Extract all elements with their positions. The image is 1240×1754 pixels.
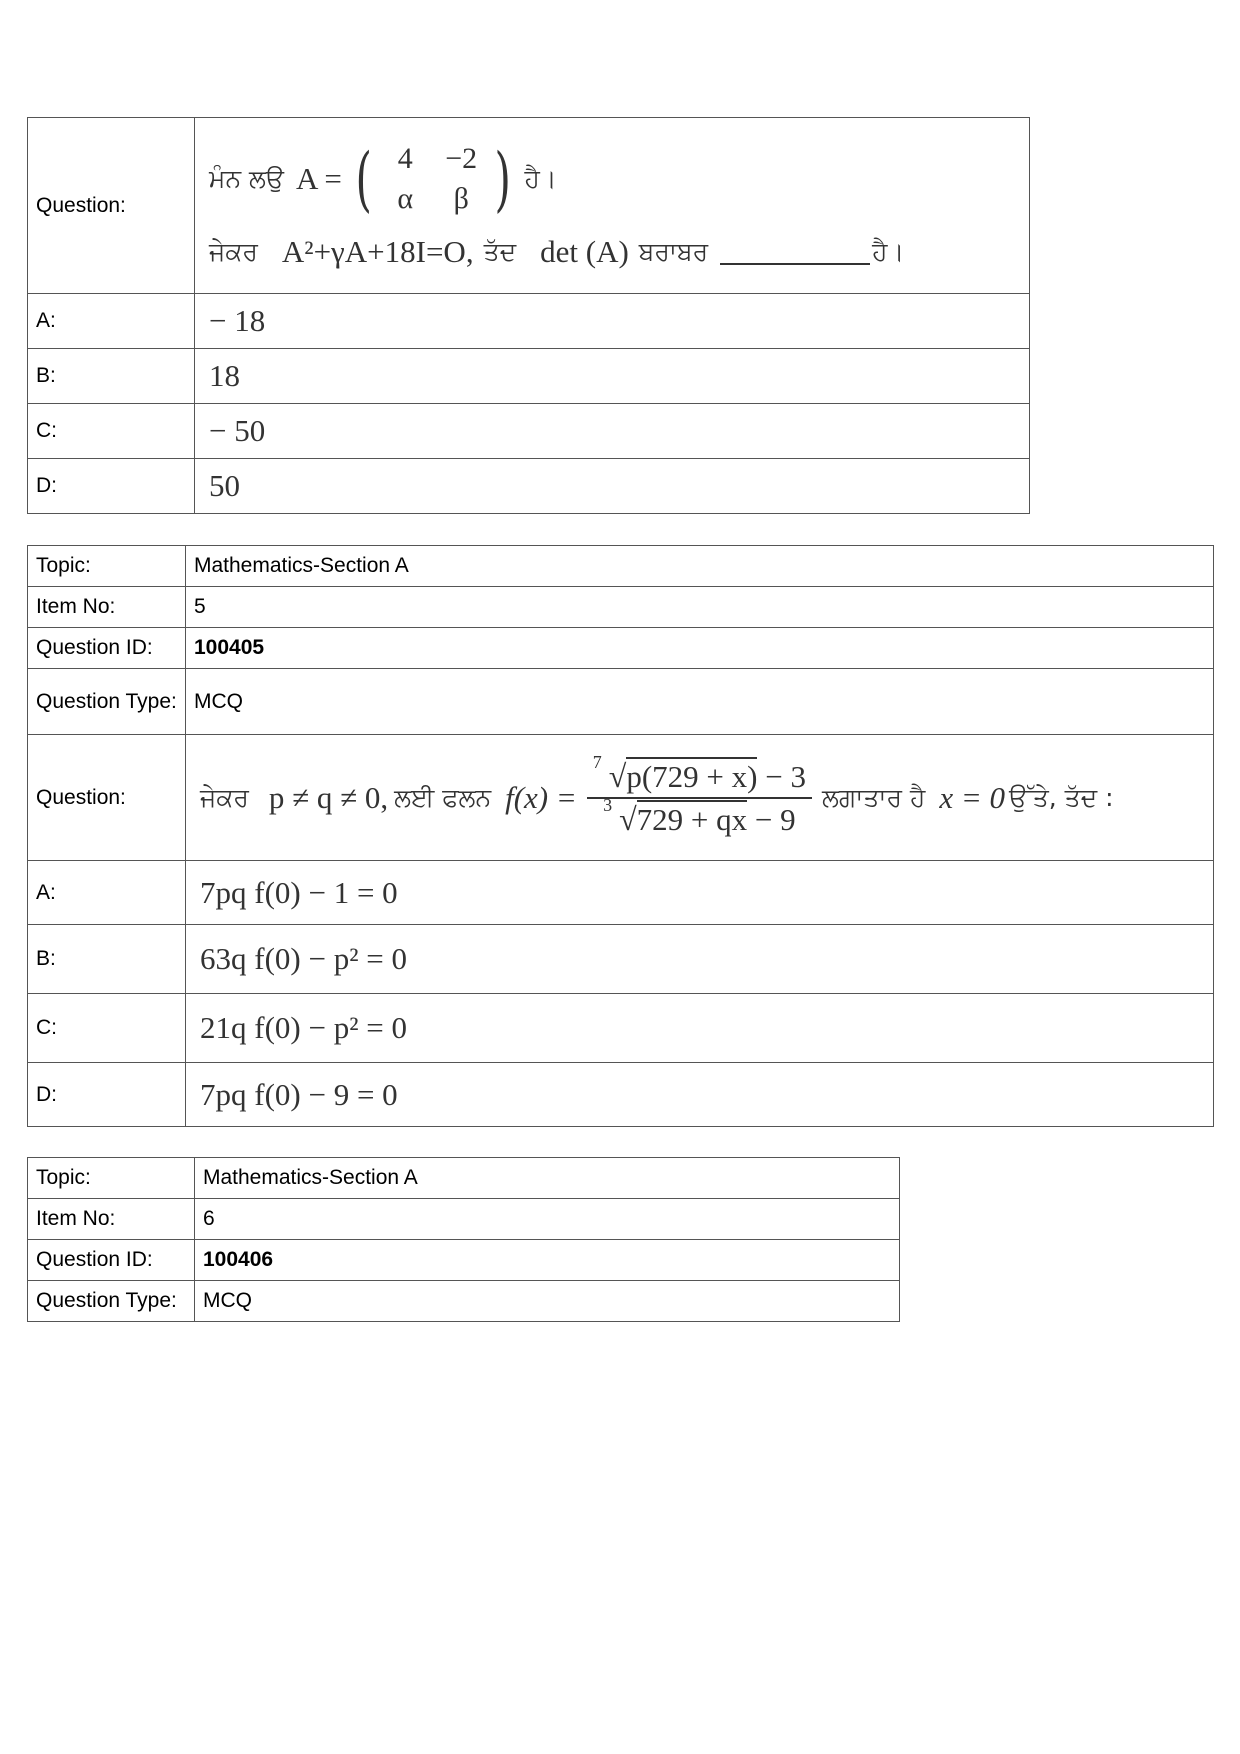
option-label: A: xyxy=(28,294,195,349)
question-punjabi-if: ਜੇਕਰ xyxy=(209,236,258,266)
option-c-value: − 50 xyxy=(195,404,1030,459)
item-no-value: 5 xyxy=(186,587,1214,628)
question-matrix-var: A = xyxy=(296,160,342,196)
question-type-value: MCQ xyxy=(186,669,1214,735)
question-condition: p ≠ q ≠ 0, xyxy=(268,779,389,815)
option-b-value: 63q f(0) − p² = 0 xyxy=(186,925,1214,994)
option-d-value: 7pq f(0) − 9 = 0 xyxy=(186,1063,1214,1127)
question-block-6 xyxy=(27,1157,900,1322)
question-label: Question: xyxy=(28,735,186,861)
option-label: D: xyxy=(28,1063,186,1127)
question-det: det (A) xyxy=(540,233,629,269)
question-punjabi-function: ਲਈ ਫਲਨ xyxy=(394,782,492,812)
topic-label: Topic: xyxy=(28,546,186,587)
option-c-value: 21q f(0) − p² = 0 xyxy=(186,994,1214,1063)
question-fraction xyxy=(587,751,812,838)
question-id-value: 100406 xyxy=(195,1240,900,1281)
question-text xyxy=(186,735,1214,861)
question-id-label: Question ID: xyxy=(28,628,186,669)
question-label: Question: xyxy=(28,118,195,294)
question-type-label: Question Type: xyxy=(28,1281,195,1322)
option-b-value: 18 xyxy=(195,349,1030,404)
item-no-label: Item No: xyxy=(28,587,186,628)
answer-blank xyxy=(720,239,870,265)
option-label: B: xyxy=(28,349,195,404)
option-a-value: 7pq f(0) − 1 = 0 xyxy=(186,861,1214,925)
question-punjabi-then: ਤੱਦ xyxy=(483,236,517,266)
question-fx: f(x) = xyxy=(505,779,577,815)
fraction-numerator: 7 √p(729 + x) − 3 xyxy=(587,758,812,799)
item-no-value: 6 xyxy=(195,1199,900,1240)
option-label: C: xyxy=(28,994,186,1063)
question-punjabi-continuous: ਲਗਾਤਾਰ ਹੈ xyxy=(821,782,926,812)
question-id-value: 100405 xyxy=(186,628,1214,669)
question-type-label: Question Type: xyxy=(28,669,186,735)
question-equation: A²+γA+18I=O, xyxy=(281,233,474,269)
matrix-cell: β xyxy=(453,181,469,215)
option-d-value: 50 xyxy=(195,459,1030,514)
question-punjabi-end: ਹੈ। xyxy=(872,236,905,266)
question-punjabi-prefix: ਮੰਨ ਲਉ xyxy=(209,163,284,193)
question-block-4 xyxy=(27,117,1030,514)
topic-value: Mathematics-Section A xyxy=(186,546,1214,587)
question-block-5 xyxy=(27,545,1214,1127)
item-no-label: Item No: xyxy=(28,1199,195,1240)
matrix-cell: 4 xyxy=(397,141,413,175)
topic-label: Topic: xyxy=(28,1158,195,1199)
option-label: A: xyxy=(28,861,186,925)
question-punjabi-if: ਜੇਕਰ xyxy=(200,782,249,812)
fraction-denominator: 3 √729 + qx − 9 xyxy=(603,794,796,837)
topic-value: Mathematics-Section A xyxy=(195,1158,900,1199)
question-text xyxy=(195,118,1030,294)
question-type-value: MCQ xyxy=(195,1281,900,1322)
question-point: x = 0 xyxy=(939,779,1006,815)
matrix-cell: α xyxy=(397,181,414,215)
question-punjabi-equal: ਬਰਾਬਰ xyxy=(638,236,709,266)
matrix-cell: −2 xyxy=(445,141,478,175)
option-a-value: − 18 xyxy=(195,294,1030,349)
question-punjabi-then: ਉੱਤੇ, ਤੱਦ : xyxy=(1009,782,1114,812)
question-punjabi-suffix: ਹੈ। xyxy=(524,163,557,193)
option-label: C: xyxy=(28,404,195,459)
option-label: B: xyxy=(28,925,186,994)
option-label: D: xyxy=(28,459,195,514)
question-id-label: Question ID: xyxy=(28,1240,195,1281)
matrix-a: ( 4 −2 α β ) xyxy=(355,137,512,220)
